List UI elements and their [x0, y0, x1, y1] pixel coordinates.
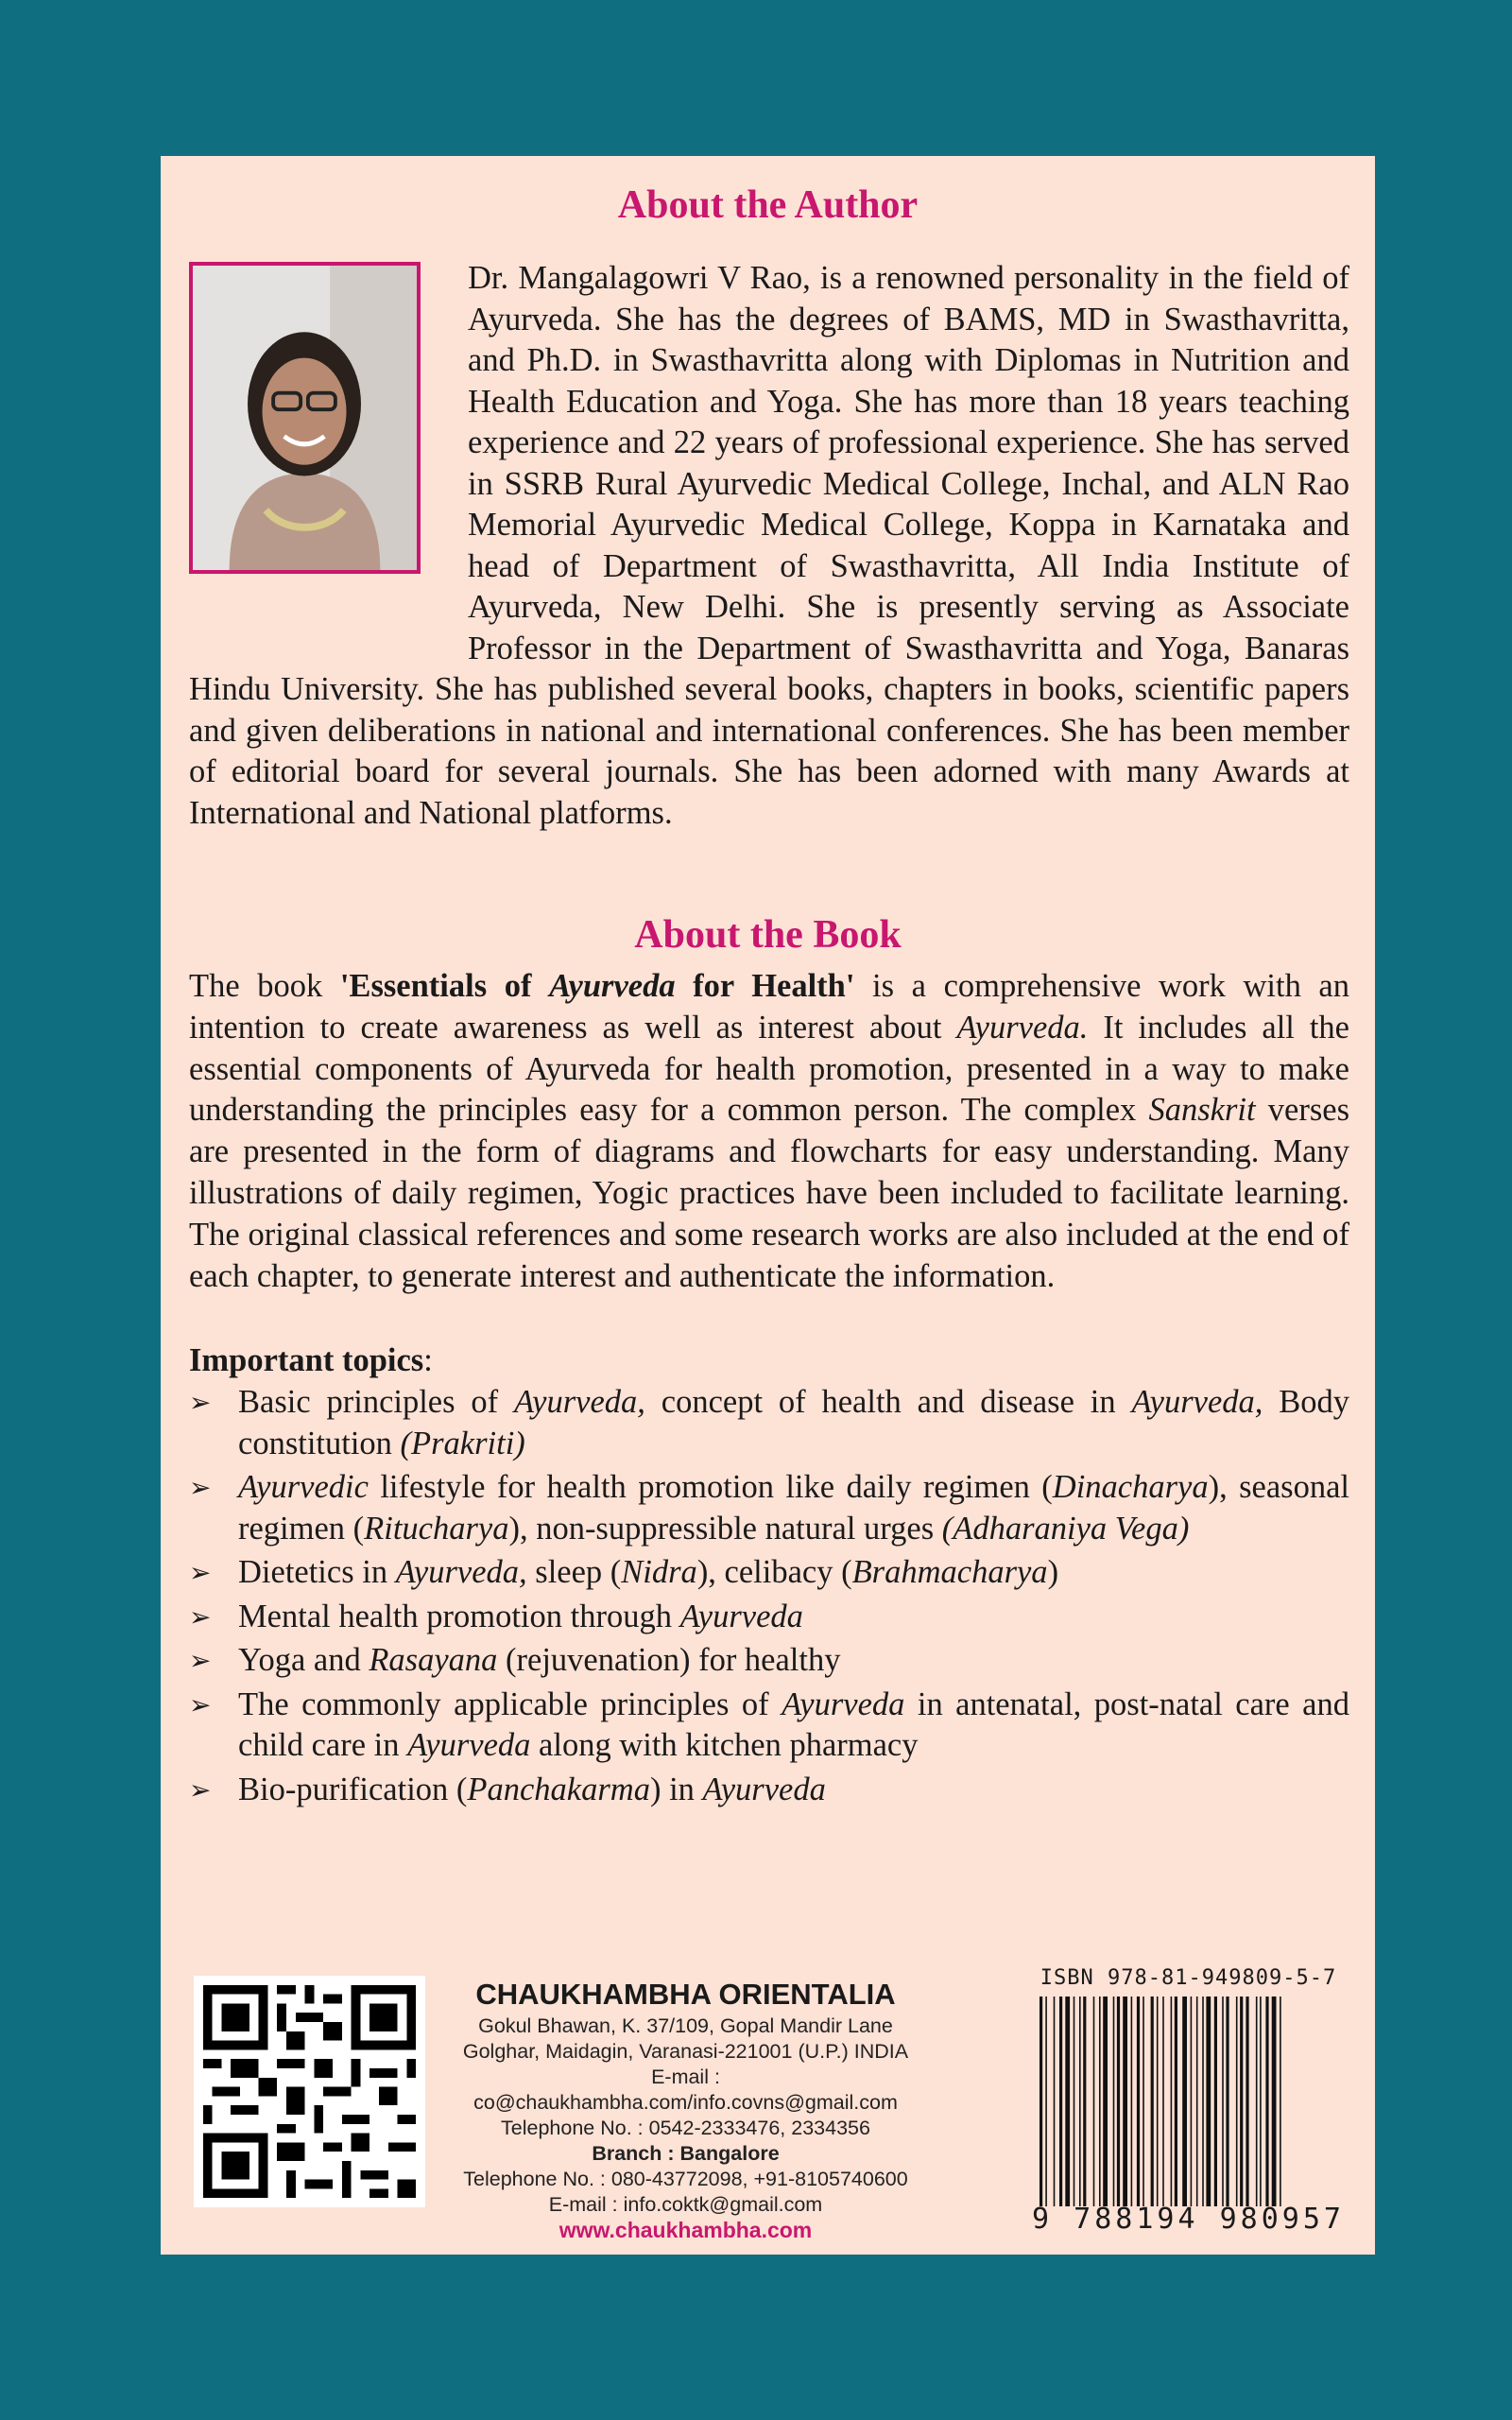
isbn-barcode: [1030, 1966, 1347, 2240]
barcode-bar: [1191, 1996, 1193, 2206]
barcode-bar: [1171, 1996, 1173, 2206]
book-description: [189, 966, 1349, 1297]
barcode-bar: [1054, 1996, 1056, 2206]
barcode-bar: [1137, 1996, 1140, 2206]
barcode-bar: [1256, 1996, 1258, 2206]
author-bio-text: Dr. Mangalagowri V Rao, is a renowned personality in the field of Ayurveda. She has the degrees of BAMS, MD in Swasthavritta, and Ph.D. in Swasthavritta along with Diplomas in Nutrition and Health Education and Yoga. She has more than 18 years teaching experience and 22 years of professional experience. She has served in SSRB Rural Ayurvedic Medical College, Inchal, and ALN Rao Memorial Ayurvedic Medical College, Koppa in Karnataka and head of Department of Swasthavritta, All India Institute of Ayurveda, New Delhi. She is presently serving as Associate Professor in the Department of Swasthavritta and Yoga, Banaras Hindu University. She has published several books, chapters in books, scientific papers and given deliberations in national and international conferences. She has been member of editorial board for several journals. She has been adorned with many Awards at International and National platforms.: [189, 260, 1349, 831]
book-intro-italic: Ayurveda.: [956, 1009, 1089, 1046]
book-title: [340, 968, 855, 1004]
qr-code: [194, 1976, 425, 2207]
topic-item: ➢ Mental health promotion through Ayurveda: [189, 1597, 1349, 1638]
topics-label-colon: :: [423, 1342, 433, 1378]
barcode-bar: [1083, 1996, 1086, 2206]
barcode-bar: [1182, 1996, 1187, 2206]
barcode-bar: [1246, 1996, 1248, 2206]
book-intro-italic: Sanskrit: [1148, 1092, 1256, 1129]
barcode-bar: [1113, 1996, 1115, 2206]
barcode-bar: [1117, 1996, 1120, 2206]
branch-telephone: Telephone No. : 080-43772098, +91-8105740600: [463, 2168, 908, 2190]
barcode-bar: [1131, 1996, 1133, 2206]
barcode-bar: [1175, 1996, 1177, 2206]
barcode-bar: [1093, 1996, 1095, 2206]
isbn-label: ISBN 978-81-949809-5-7: [1040, 1966, 1337, 1990]
author-bio: [189, 258, 1349, 834]
topic-item: ➢ Yoga and Rasayana (rejuvenation) for healthy: [189, 1640, 1349, 1682]
topics-list: [189, 1382, 1349, 1813]
barcode-bar: [1226, 1996, 1228, 2206]
barcode-bar: [1265, 1996, 1268, 2206]
arrow-bullet-icon: ➢: [189, 1387, 212, 1418]
barcode-bar: [1280, 1996, 1281, 2206]
barcode-bar: [1272, 1996, 1277, 2206]
about-author-heading: About the Author: [617, 183, 919, 227]
topic-item: ➢ Basic principles of Ayurveda, concept of health and disease in Ayurveda, Body constitution (Prakriti): [189, 1384, 1350, 1461]
barcode-bar: [1099, 1996, 1101, 2206]
barcode-bar: [1143, 1996, 1144, 2206]
book-intro-text: verses are presented in the form of diagrams and flowcharts for easy understanding. Many illustrations of daily regimen, Yogic practices have been included to facilitate learning. The original classical references and some research works are also included at the end of each chapter, to generate interest and authenticate the information.: [189, 1092, 1349, 1294]
barcode-bar: [1123, 1996, 1127, 2206]
barcode-bar: [1065, 1996, 1070, 2206]
barcode-bar: [1214, 1996, 1217, 2206]
barcode-bar: [1236, 1996, 1238, 2206]
barcode-bar: [1222, 1996, 1224, 2206]
branch-label: Branch : Bangalore: [592, 2142, 780, 2165]
barcode-bar: [1157, 1996, 1159, 2206]
barcode-bar: [1079, 1996, 1081, 2206]
publisher-address: Gokul Bhawan, K. 37/109, Gopal Mandir Lane: [478, 2014, 893, 2037]
publisher-name: CHAUKHAMBHA ORIENTALIA: [475, 1978, 896, 2011]
barcode-bar: [1103, 1996, 1108, 2206]
about-book-heading: About the Book: [634, 913, 902, 957]
isbn-digits: 9 788194 980957: [1032, 2203, 1345, 2236]
topic-item: ➢ The commonly applicable principles of Ayurveda in antenatal, post-natal care and child care in Ayurveda along with kitchen pharmacy: [189, 1685, 1349, 1763]
barcode-bars: [1040, 1996, 1337, 2206]
topic-item: ➢ Bio-purification (Panchakarma) in Ayurveda: [189, 1770, 1349, 1811]
barcode-bar: [1162, 1996, 1164, 2206]
barcode-bar: [1045, 1996, 1047, 2206]
topics-label: [189, 1342, 433, 1379]
barcode-bar: [1206, 1996, 1211, 2206]
barcode-bar: [1151, 1996, 1154, 2206]
barcode-bar: [1260, 1996, 1262, 2206]
branch-email: E-mail : info.coktk@gmail.com: [548, 2193, 823, 2216]
book-title-italic: Ayurveda: [549, 968, 676, 1004]
arrow-bullet-icon: ➢: [189, 1688, 212, 1720]
publisher-email: E-mail : co@chaukhambha.com/info.covns@gmail.com: [473, 2066, 898, 2114]
topic-item: ➢ Dietetics in Ayurveda, sleep (Nidra), celibacy (Brahmacharya): [189, 1552, 1349, 1594]
topic-item: ➢ Ayurvedic lifestyle for health promotion like daily regimen (Dinacharya), seasonal regimen (Ritucharya), non-suppressible natural urges (Adharaniya Vega): [189, 1469, 1349, 1547]
arrow-bullet-icon: ➢: [189, 1557, 212, 1588]
book-intro-text: is a comprehensive work with an intention to create awareness as well as interest about: [189, 968, 1349, 1046]
barcode-bar: [1196, 1996, 1198, 2206]
arrow-bullet-icon: ➢: [189, 1773, 212, 1806]
barcode-bar: [1240, 1996, 1243, 2206]
barcode-bar: [1059, 1996, 1062, 2206]
barcode-bar: [1202, 1996, 1204, 2206]
publisher-website-link[interactable]: www.chaukhambha.com: [558, 2218, 813, 2242]
arrow-bullet-icon: ➢: [189, 1600, 212, 1633]
book-intro-text: The book: [189, 968, 340, 1004]
book-intro-text: It includes all the essential components of Ayurveda for health promotion, presented in a way to make understanding the principles easy for a common person. The complex: [189, 1009, 1349, 1129]
barcode-bar: [1040, 1996, 1042, 2206]
arrow-bullet-icon: ➢: [189, 1645, 212, 1676]
book-title-part: for Health': [675, 968, 855, 1004]
barcode-bar: [1074, 1996, 1075, 2206]
topics-label-text: Important topics: [189, 1342, 424, 1378]
back-cover-panel: [161, 156, 1375, 2255]
publisher-telephone: Telephone No. : 0542-2333476, 2334356: [501, 2117, 870, 2139]
arrow-bullet-icon: ➢: [189, 1472, 212, 1503]
photo-spacer: [189, 258, 468, 665]
book-title-part: 'Essentials of: [339, 968, 550, 1004]
publisher-info: [461, 1976, 910, 2243]
publisher-address: Golghar, Maidagin, Varanasi-221001 (U.P.) INDIA: [462, 2040, 909, 2063]
